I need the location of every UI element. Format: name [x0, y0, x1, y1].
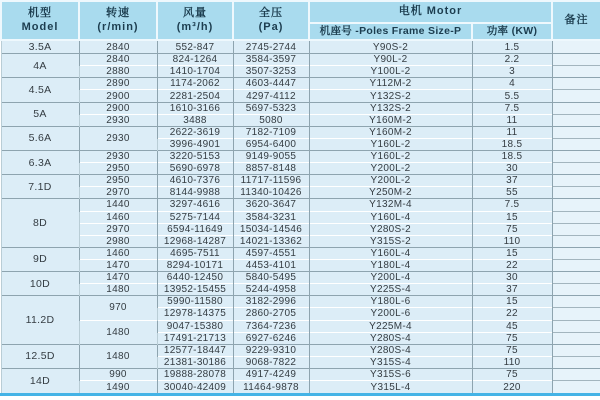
- airflow-cell: 3488: [157, 114, 233, 126]
- airflow-cell: 8144-9988: [157, 187, 233, 199]
- remark-cell: [552, 356, 600, 368]
- col-header-airflow: [157, 1, 233, 40]
- frame-size-cell: Y200L-6: [309, 308, 472, 320]
- power-cell: 18.5: [472, 138, 552, 150]
- pressure-cell: 5080: [233, 114, 309, 126]
- bottom-accent-bar: [0, 393, 600, 396]
- airflow-cell: 19888-28078: [157, 368, 233, 380]
- table-row: [1, 320, 600, 332]
- pressure-cell: 8857-8148: [233, 163, 309, 175]
- speed-cell: 1440: [79, 199, 157, 211]
- speed-cell: 2970: [79, 223, 157, 235]
- remark-cell: [552, 102, 600, 114]
- remark-cell: [552, 151, 600, 163]
- remark-cell: [552, 247, 600, 259]
- airflow-cell: 2622-3619: [157, 126, 233, 138]
- remark-cell: [552, 40, 600, 54]
- frame-size-cell: Y160L-2: [309, 151, 472, 163]
- model-cell: 3.5A: [1, 40, 79, 54]
- airflow-cell: 1410-1704: [157, 66, 233, 78]
- frame-size-cell: Y250M-2: [309, 187, 472, 199]
- power-cell: 4: [472, 78, 552, 90]
- remark-cell: [552, 223, 600, 235]
- airflow-cell: 4610-7376: [157, 175, 233, 187]
- frame-size-cell: Y315S-4: [309, 356, 472, 368]
- airflow-cell: 9047-15380: [157, 320, 233, 332]
- col-header-airflow-en: (m³/h): [176, 20, 214, 33]
- model-cell: 5.6A: [1, 126, 79, 150]
- remark-cell: [552, 368, 600, 380]
- frame-size-cell: Y160M-2: [309, 114, 472, 126]
- table-row: [1, 247, 600, 259]
- remark-cell: [552, 114, 600, 126]
- table-row: [1, 187, 600, 199]
- frame-size-cell: Y100L-2: [309, 66, 472, 78]
- airflow-cell: 6594-11649: [157, 223, 233, 235]
- power-cell: 1.5: [472, 40, 552, 54]
- speed-cell: 1470: [79, 259, 157, 271]
- airflow-cell: 4695-7511: [157, 247, 233, 259]
- col-header-pressure: [233, 1, 309, 40]
- airflow-cell: 17491-21713: [157, 332, 233, 344]
- airflow-cell: 1174-2062: [157, 78, 233, 90]
- pressure-cell: 5244-4958: [233, 284, 309, 296]
- pressure-cell: 7364-7236: [233, 320, 309, 332]
- speed-cell: 2900: [79, 90, 157, 102]
- pressure-cell: 6927-6246: [233, 332, 309, 344]
- col-header-speed: [79, 1, 157, 40]
- frame-size-cell: Y132S-2: [309, 90, 472, 102]
- model-cell: 7.1D: [1, 175, 79, 199]
- airflow-cell: 8294-10171: [157, 259, 233, 271]
- pressure-cell: 3584-3597: [233, 54, 309, 66]
- power-cell: 7.5: [472, 199, 552, 211]
- remark-cell: [552, 344, 600, 356]
- col-header-frame-size: 机座号 -Poles Frame Size-P: [309, 23, 472, 40]
- power-cell: 75: [472, 344, 552, 356]
- airflow-cell: 5275-7144: [157, 211, 233, 223]
- model-cell: 5A: [1, 102, 79, 126]
- power-cell: 3: [472, 66, 552, 78]
- remark-cell: [552, 90, 600, 102]
- power-cell: 220: [472, 381, 552, 393]
- remark-cell: [552, 332, 600, 344]
- power-cell: 30: [472, 163, 552, 175]
- model-cell: 4.5A: [1, 78, 79, 102]
- remark-cell: [552, 187, 600, 199]
- table-row: [1, 175, 600, 187]
- speed-cell: 1480: [79, 320, 157, 344]
- remark-cell: [552, 138, 600, 150]
- table-row: [1, 78, 600, 90]
- pressure-cell: 2860-2705: [233, 308, 309, 320]
- airflow-cell: 824-1264: [157, 54, 233, 66]
- frame-size-cell: Y132M-4: [309, 199, 472, 211]
- remark-cell: [552, 235, 600, 247]
- col-header-airflow-zh: 风量: [183, 6, 207, 19]
- col-header-model: [1, 1, 79, 40]
- model-cell: 4A: [1, 54, 79, 78]
- model-cell: 12.5D: [1, 344, 79, 368]
- power-cell: 110: [472, 235, 552, 247]
- pressure-cell: 3584-3231: [233, 211, 309, 223]
- remark-cell: [552, 296, 600, 308]
- airflow-cell: 6440-12450: [157, 272, 233, 284]
- pressure-cell: 6954-6400: [233, 138, 309, 150]
- speed-cell: 2930: [79, 126, 157, 150]
- pressure-cell: 11464-9878: [233, 381, 309, 393]
- power-cell: 75: [472, 368, 552, 380]
- pressure-cell: 9068-7822: [233, 356, 309, 368]
- frame-size-cell: Y132S-2: [309, 102, 472, 114]
- table-row: [1, 211, 600, 223]
- frame-size-cell: Y90S-2: [309, 40, 472, 54]
- col-header-motor: 电机 Motor: [309, 1, 552, 23]
- speed-cell: 1470: [79, 272, 157, 284]
- frame-size-cell: Y112M-2: [309, 78, 472, 90]
- table-row: [1, 296, 600, 308]
- power-cell: 30: [472, 272, 552, 284]
- airflow-cell: 3297-4616: [157, 199, 233, 211]
- remark-cell: [552, 284, 600, 296]
- remark-cell: [552, 211, 600, 223]
- col-header-speed-zh: 转速: [106, 6, 130, 19]
- col-header-model-zh: 机型: [28, 6, 52, 19]
- col-header-remark: 备注: [552, 1, 600, 40]
- pressure-cell: 4917-4249: [233, 368, 309, 380]
- pressure-cell: 2745-2744: [233, 40, 309, 54]
- col-header-pressure-en: (Pa): [258, 20, 284, 33]
- power-cell: 37: [472, 284, 552, 296]
- power-cell: 2.2: [472, 54, 552, 66]
- power-cell: 7.5: [472, 102, 552, 114]
- remark-cell: [552, 78, 600, 90]
- table-row: [1, 114, 600, 126]
- remark-cell: [552, 199, 600, 211]
- pressure-cell: 7182-7109: [233, 126, 309, 138]
- speed-cell: 1490: [79, 381, 157, 393]
- airflow-cell: 30040-42409: [157, 381, 233, 393]
- speed-cell: 2950: [79, 175, 157, 187]
- frame-size-cell: Y315S-6: [309, 368, 472, 380]
- pressure-cell: 3507-3253: [233, 66, 309, 78]
- power-cell: 37: [472, 175, 552, 187]
- col-header-model-en: Model: [21, 20, 59, 33]
- remark-cell: [552, 381, 600, 393]
- airflow-cell: 5690-6978: [157, 163, 233, 175]
- table-row: [1, 151, 600, 163]
- table-row: [1, 344, 600, 356]
- frame-size-cell: Y225M-4: [309, 320, 472, 332]
- power-cell: 55: [472, 187, 552, 199]
- table-header: [1, 1, 600, 40]
- power-cell: 75: [472, 223, 552, 235]
- power-cell: 22: [472, 308, 552, 320]
- airflow-cell: 21381-30186: [157, 356, 233, 368]
- airflow-cell: 3996-4901: [157, 138, 233, 150]
- frame-size-cell: Y160L-2: [309, 138, 472, 150]
- col-header-pressure-zh: 全压: [259, 6, 283, 19]
- pressure-cell: 4597-4551: [233, 247, 309, 259]
- remark-cell: [552, 320, 600, 332]
- model-cell: 14D: [1, 368, 79, 393]
- speed-cell: 2930: [79, 114, 157, 126]
- speed-cell: 2890: [79, 78, 157, 90]
- remark-cell: [552, 175, 600, 187]
- model-cell: 10D: [1, 272, 79, 296]
- power-cell: 75: [472, 332, 552, 344]
- frame-size-cell: Y180L-4: [309, 259, 472, 271]
- pressure-cell: 11340-10426: [233, 187, 309, 199]
- table-row: [1, 368, 600, 380]
- frame-size-cell: Y315S-2: [309, 235, 472, 247]
- frame-size-cell: Y200L-4: [309, 272, 472, 284]
- pressure-cell: 11717-11596: [233, 175, 309, 187]
- model-cell: 8D: [1, 199, 79, 247]
- table-row: [1, 381, 600, 393]
- power-cell: 18.5: [472, 151, 552, 163]
- remark-cell: [552, 54, 600, 66]
- speed-cell: 2840: [79, 54, 157, 66]
- frame-size-cell: Y160L-4: [309, 211, 472, 223]
- table-row: [1, 272, 600, 284]
- speed-cell: 1460: [79, 211, 157, 223]
- speed-cell: 2880: [79, 66, 157, 78]
- airflow-cell: 552-847: [157, 40, 233, 54]
- remark-cell: [552, 272, 600, 284]
- airflow-cell: 1610-3166: [157, 102, 233, 114]
- pressure-cell: 14021-13362: [233, 235, 309, 247]
- table-row: [1, 284, 600, 296]
- frame-size-cell: Y160M-2: [309, 126, 472, 138]
- airflow-cell: 3220-5153: [157, 151, 233, 163]
- speed-cell: 2840: [79, 40, 157, 54]
- pressure-cell: 4453-4101: [233, 259, 309, 271]
- table-row: [1, 40, 600, 54]
- frame-size-cell: Y315L-4: [309, 381, 472, 393]
- pressure-cell: 3620-3647: [233, 199, 309, 211]
- frame-size-cell: Y280S-4: [309, 332, 472, 344]
- frame-size-cell: Y280S-4: [309, 344, 472, 356]
- pressure-cell: 4297-4112: [233, 90, 309, 102]
- power-cell: 110: [472, 356, 552, 368]
- airflow-cell: 12978-14375: [157, 308, 233, 320]
- speed-cell: 2950: [79, 163, 157, 175]
- col-header-power: 功率 (KW): [472, 23, 552, 40]
- power-cell: 15: [472, 211, 552, 223]
- speed-cell: 1460: [79, 247, 157, 259]
- table-row: [1, 102, 600, 114]
- power-cell: 5.5: [472, 90, 552, 102]
- frame-size-cell: Y200L-2: [309, 175, 472, 187]
- table-body: [1, 40, 600, 393]
- table-row: [1, 235, 600, 247]
- remark-cell: [552, 163, 600, 175]
- speed-cell: 970: [79, 296, 157, 320]
- airflow-cell: 5990-11580: [157, 296, 233, 308]
- pressure-cell: 5840-5495: [233, 272, 309, 284]
- power-cell: 45: [472, 320, 552, 332]
- pressure-cell: 5697-5323: [233, 102, 309, 114]
- pressure-cell: 4603-4447: [233, 78, 309, 90]
- speed-cell: 2900: [79, 102, 157, 114]
- frame-size-cell: Y160L-4: [309, 247, 472, 259]
- power-cell: 15: [472, 247, 552, 259]
- speed-cell: 1480: [79, 284, 157, 296]
- model-cell: 11.2D: [1, 296, 79, 344]
- speed-cell: 2930: [79, 151, 157, 163]
- frame-size-cell: Y200L-2: [309, 163, 472, 175]
- remark-cell: [552, 259, 600, 271]
- remark-cell: [552, 308, 600, 320]
- speed-cell: 1480: [79, 344, 157, 368]
- power-cell: 15: [472, 296, 552, 308]
- airflow-cell: 12968-14287: [157, 235, 233, 247]
- power-cell: 22: [472, 259, 552, 271]
- table-row: [1, 259, 600, 271]
- remark-cell: [552, 66, 600, 78]
- remark-cell: [552, 126, 600, 138]
- speed-cell: 2980: [79, 235, 157, 247]
- model-cell: 9D: [1, 247, 79, 271]
- airflow-cell: 2281-2504: [157, 90, 233, 102]
- table-row: [1, 223, 600, 235]
- table-row: [1, 163, 600, 175]
- pressure-cell: 9229-9310: [233, 344, 309, 356]
- col-header-speed-en: (r/min): [97, 20, 139, 33]
- table-row: [1, 126, 600, 138]
- frame-size-cell: Y280S-2: [309, 223, 472, 235]
- model-cell: 6.3A: [1, 151, 79, 175]
- power-cell: 11: [472, 126, 552, 138]
- pressure-cell: 15034-14546: [233, 223, 309, 235]
- frame-size-cell: Y180L-6: [309, 296, 472, 308]
- table-row: [1, 90, 600, 102]
- airflow-cell: 13952-15455: [157, 284, 233, 296]
- table-row: [1, 66, 600, 78]
- speed-cell: 2970: [79, 187, 157, 199]
- table-row: [1, 54, 600, 66]
- pressure-cell: 9149-9055: [233, 151, 309, 163]
- frame-size-cell: Y90L-2: [309, 54, 472, 66]
- table-row: [1, 199, 600, 211]
- frame-size-cell: Y225S-4: [309, 284, 472, 296]
- airflow-cell: 12577-18447: [157, 344, 233, 356]
- speed-cell: 990: [79, 368, 157, 380]
- pressure-cell: 3182-2996: [233, 296, 309, 308]
- power-cell: 11: [472, 114, 552, 126]
